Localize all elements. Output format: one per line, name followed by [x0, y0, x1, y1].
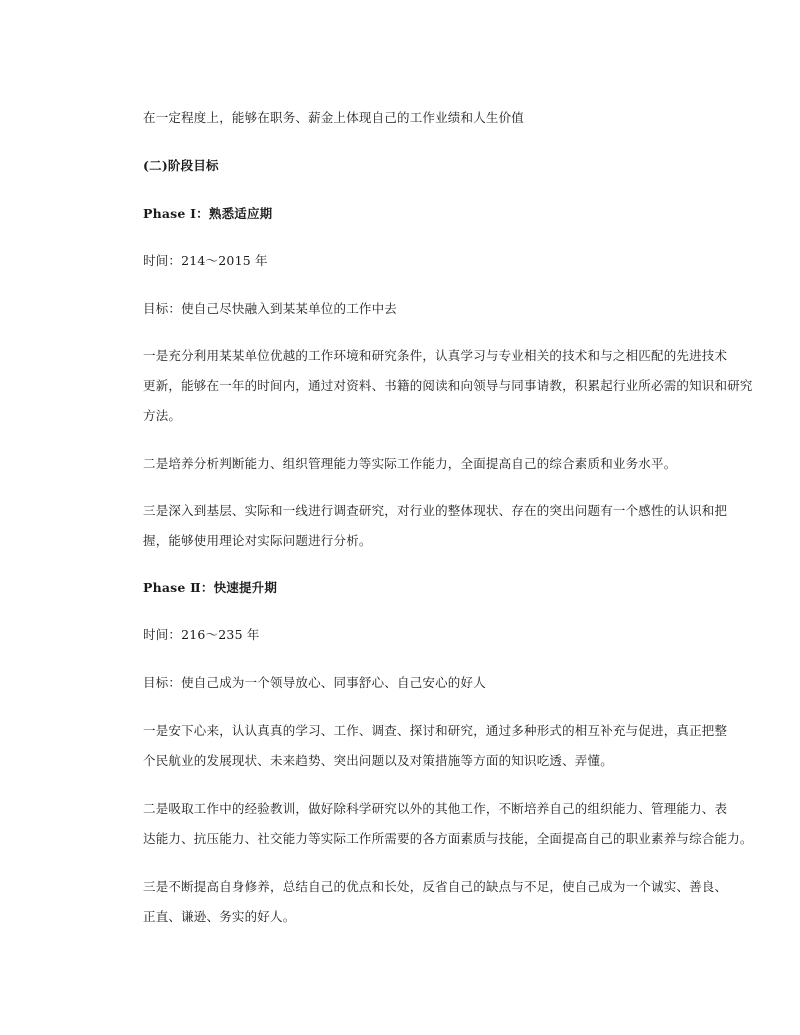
- phase2-item3-line-2: 正直、谦逊、务实的好人。: [143, 909, 296, 924]
- phase2-time: 时间：216～235 年: [143, 627, 260, 642]
- phase2-item1-line-2: 个民航业的发展现状、未来趋势、突出问题以及对策措施等方面的知识吃透、弄懂。: [143, 753, 613, 768]
- phase1-item3-line-1: 三是深入到基层、实际和一线进行调查研究，对行业的整体现状、存在的突出问题有一个感性的认识和把: [143, 503, 728, 518]
- phase1-item1-line-1: 一是充分利用某某单位优越的工作环境和研究条件，认真学习与专业相关的技术和与之相匹配的先进技术: [143, 348, 728, 363]
- phase1-goal: 目标：使自己尽快融入到某某单位的工作中去: [143, 301, 398, 316]
- phase2-title: Phase Ⅱ：快速提升期: [143, 580, 278, 595]
- phase2-item1-paragraph: [143, 716, 728, 776]
- section-heading: (二)阶段目标: [143, 158, 219, 173]
- phase1-time: 时间：214～2015 年: [143, 253, 268, 268]
- intro-line: 在一定程度上，能够在职务、薪金上体现自己的工作业绩和人生价值: [143, 110, 525, 125]
- phase1-title: Phase Ⅰ：熟悉适应期: [143, 206, 273, 221]
- phase2-goal: 目标：使自己成为一个领导放心、同事舒心、自己安心的好人: [143, 675, 486, 690]
- phase1-item1-paragraph: [143, 341, 753, 431]
- phase2-item1-line-1: 一是安下心来，认认真真的学习、工作、调查、探讨和研究，通过多种形式的相互补充与促进，真正把整: [143, 723, 728, 738]
- phase1-item1-line-3: 方法。: [143, 408, 182, 423]
- phase1-item2: 二是培养分析判断能力、组织管理能力等实际工作能力，全面提高自己的综合素质和业务水平。: [143, 456, 677, 471]
- phase2-item3-paragraph: [143, 872, 728, 932]
- phase2-item2-paragraph: [143, 794, 753, 854]
- phase1-item3-paragraph: [143, 496, 728, 556]
- phase1-item3-line-2: 握，能够使用理论对实际问题进行分析。: [143, 533, 372, 548]
- phase2-item3-line-1: 三是不断提高自身修养，总结自己的优点和长处，反省自己的缺点与不足，使自己成为一个诚实、善良、: [143, 879, 728, 894]
- phase2-item2-line-2: 达能力、抗压能力、社交能力等实际工作所需要的各方面素质与技能，全面提高自己的职业素养与综合能力。: [143, 831, 753, 846]
- phase1-item1-line-2: 更新，能够在一年的时间内，通过对资料、书籍的阅读和向领导与同事请教，积累起行业所必需的知识和研究: [143, 378, 753, 393]
- phase2-item2-line-1: 二是吸取工作中的经验教训，做好除科学研究以外的其他工作，不断培养自己的组织能力、管理能力、表: [143, 801, 728, 816]
